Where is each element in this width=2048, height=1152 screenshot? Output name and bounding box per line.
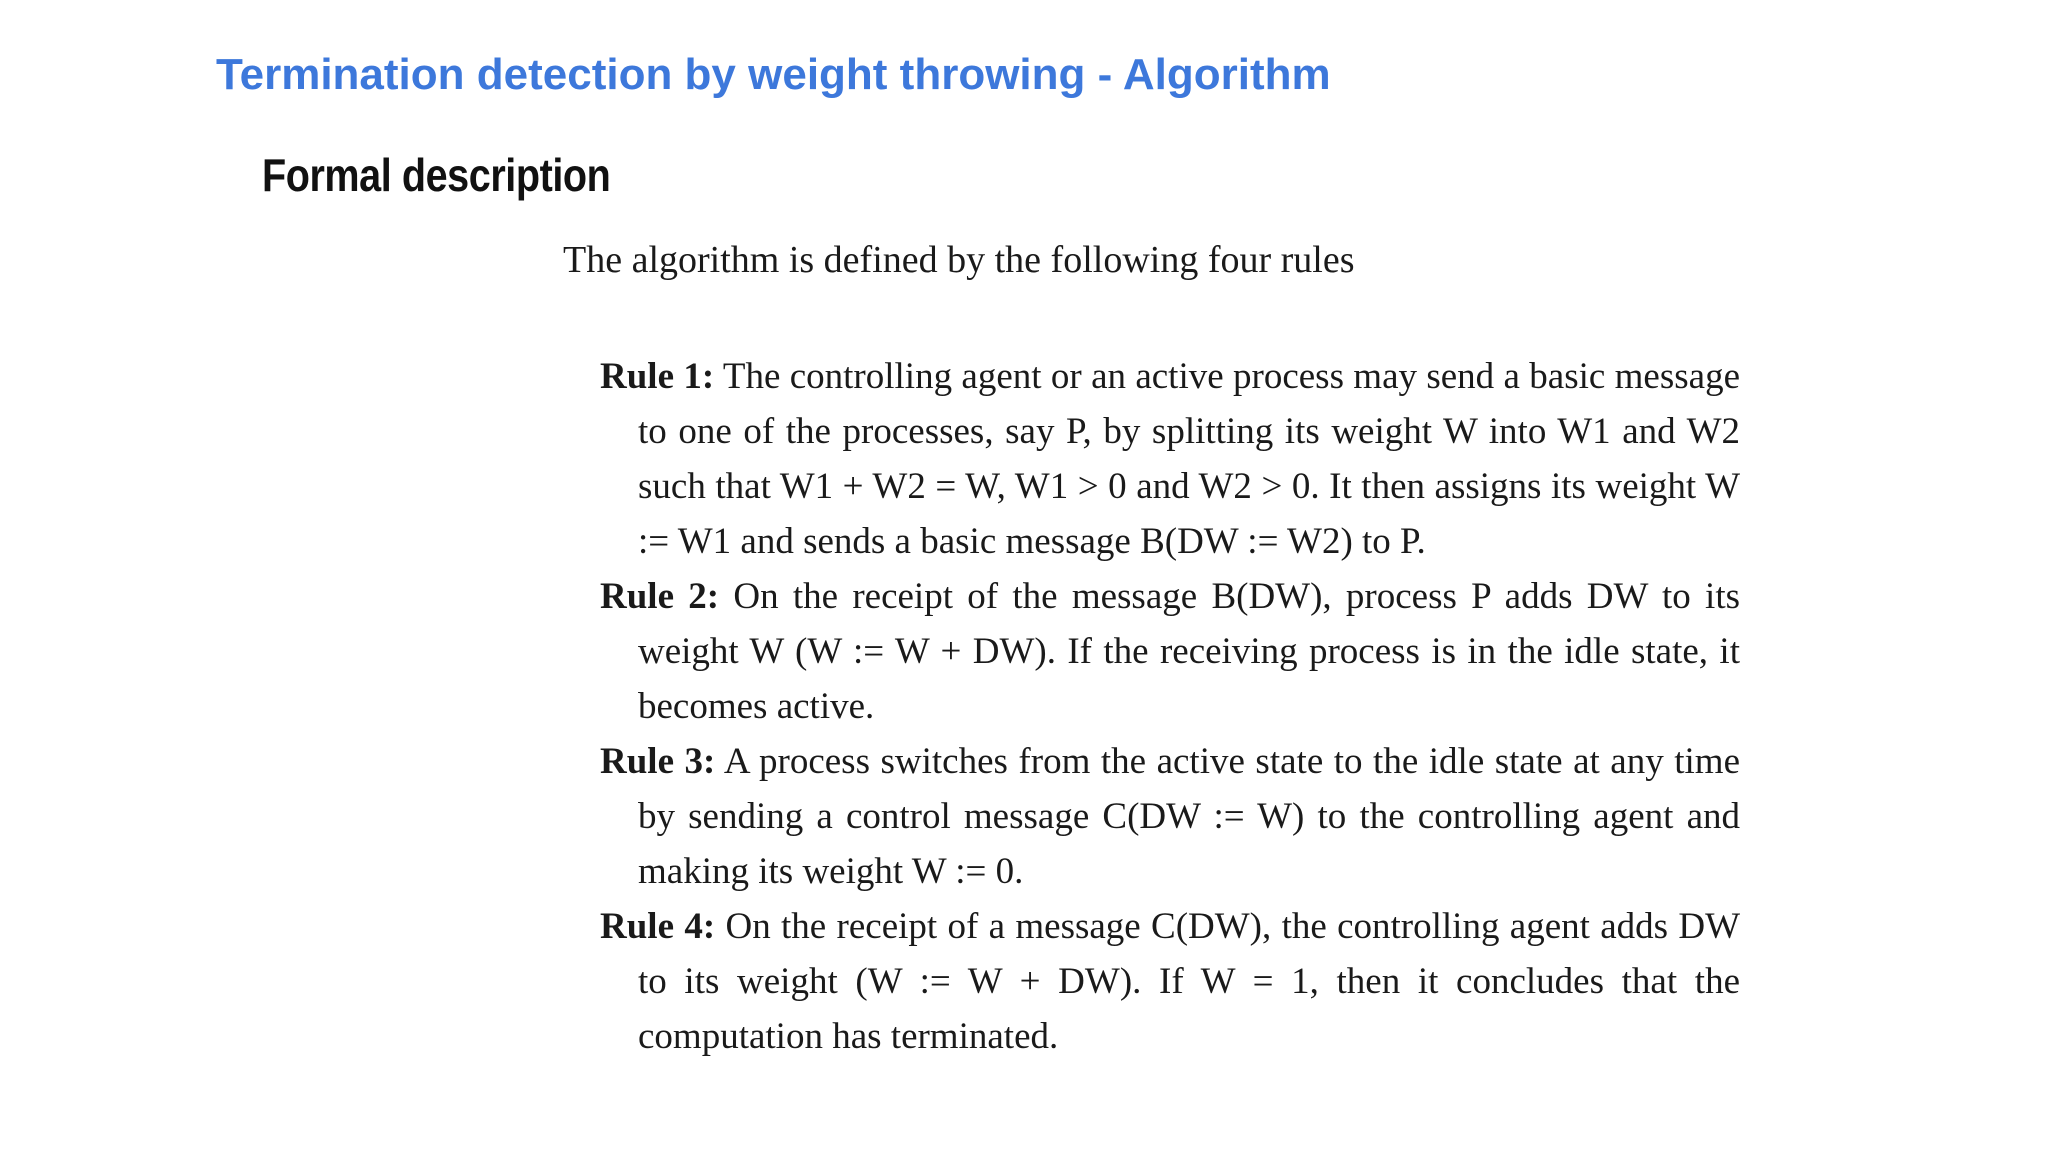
slide-title: Termination detection by weight throwing - Algorithm (216, 50, 1331, 99)
rule-2 (600, 569, 1740, 734)
rule-text: A process switches from the active state to the idle state at any time by sending a control message C(DW := W) to the controlling agent and making its weight W := 0. (638, 741, 1740, 892)
rule-1 (600, 349, 1740, 569)
rule-label: Rule 1: (600, 356, 715, 397)
intro-text: The algorithm is defined by the following four rules (563, 239, 1355, 281)
section-heading: Formal description (262, 149, 611, 201)
rule-4 (600, 899, 1740, 1064)
rule-label: Rule 4: (600, 906, 716, 947)
rule-label: Rule 2: (600, 576, 720, 617)
rule-text: On the receipt of a message C(DW), the controlling agent adds DW to its weight (W := W + DW). If W = 1, then it concludes that the computation has terminated. (638, 906, 1740, 1057)
rule-text: The controlling agent or an active process may send a basic message to one of the processes, say P, by splitting its weight W into W1 and W2 such that W1 + W2 = W, W1 > 0 and W2 > 0. It then assigns its weight W := W1 and sends a basic message B(DW := W2) to P. (638, 356, 1740, 562)
rules-list (600, 349, 1740, 1064)
rule-label: Rule 3: (600, 741, 716, 782)
rule-text: On the receipt of the message B(DW), process P adds DW to its weight W (W := W + DW). If the receiving process is in the idle state, it becomes active. (638, 576, 1740, 727)
rule-3 (600, 734, 1740, 899)
